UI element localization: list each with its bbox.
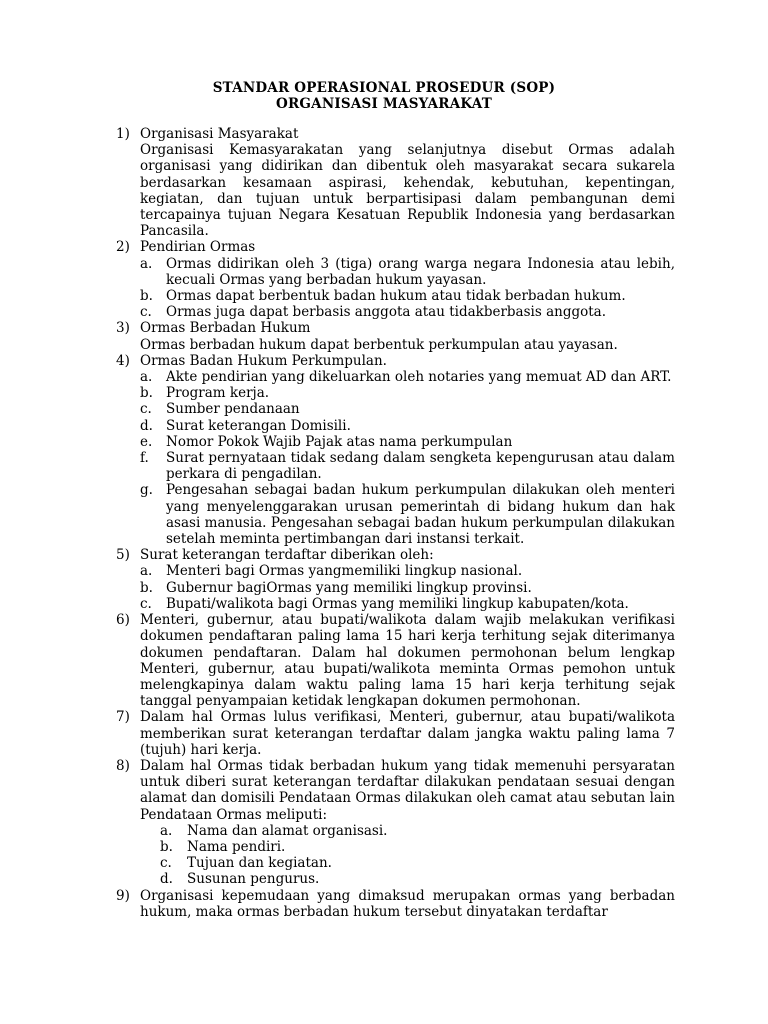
list-item <box>116 888 675 920</box>
list-item <box>116 612 675 709</box>
sub-item-text: Nama pendiri. <box>187 838 286 855</box>
sub-item <box>140 580 675 596</box>
sub-item <box>140 418 675 434</box>
list-item <box>116 547 675 612</box>
sub-item-letter: b. <box>140 579 153 596</box>
sub-item <box>140 385 675 401</box>
list-item <box>116 320 675 352</box>
item-number: 5) <box>116 547 130 564</box>
item-number: 2) <box>116 239 130 256</box>
sub-item <box>140 855 675 871</box>
item-number: 7) <box>116 709 130 726</box>
sub-item <box>140 401 675 417</box>
item-number: 6) <box>116 612 130 629</box>
sub-item <box>140 871 675 887</box>
item-heading: Organisasi Masyarakat <box>140 126 299 142</box>
sub-item-letter: a. <box>140 369 153 386</box>
sub-item-letter: d. <box>140 417 153 434</box>
item-paragraph: Dalam hal Ormas lulus verifikasi, Menteri, gubernur, atau bupati/walikota memberikan surat keterangan terdaftar dalam jangka waktu paling lama 7 (tujuh) hari kerja. <box>140 709 675 758</box>
sub-item <box>140 256 675 288</box>
sub-item-text: Ormas didirikan oleh 3 (tiga) orang warga negara Indonesia atau lebih, kecuali Ormas yang berbadan hukum yayasan. <box>166 255 675 288</box>
sub-item <box>140 563 675 579</box>
sub-item-letter: c. <box>140 304 152 321</box>
list-item <box>116 758 675 888</box>
item-heading: Pendirian Ormas <box>140 239 256 256</box>
sub-item-letter: c. <box>140 595 152 612</box>
sub-item-text: Nomor Pokok Wajib Pajak atas nama perkumpulan <box>166 433 513 450</box>
sub-item-letter: c. <box>160 855 172 872</box>
item-paragraph: Ormas berbadan hukum dapat berbentuk perkumpulan atau yayasan. <box>140 336 618 353</box>
sub-item-letter: a. <box>160 822 173 839</box>
sub-item-text: Surat keterangan Domisili. <box>166 417 351 434</box>
item-heading: Ormas Badan Hukum Perkumpulan. <box>140 352 387 369</box>
sub-item <box>140 450 675 482</box>
sub-item-text: Tujuan dan kegiatan. <box>187 855 332 872</box>
item-number: 9) <box>116 887 130 904</box>
sub-item-text: Akte pendirian yang dikeluarkan oleh notaries yang memuat AD dan ART. <box>166 369 672 386</box>
list-item <box>116 353 675 547</box>
document-body <box>116 126 675 920</box>
sub-item-letter: g. <box>140 482 153 499</box>
list-item <box>116 126 675 239</box>
sub-item-letter: c. <box>140 401 152 418</box>
sub-item-text: Pengesahan sebagai badan hukum perkumpulan dilakukan oleh menteri yang menyelenggarakan urusan pemerintah di bidang hukum dan hak asasi manusia. Pengesahan sebagai badan hukum perkumpulan dilakukan setelah meminta pertimbangan dari instansi terkait. <box>166 482 675 548</box>
item-heading: Surat keterangan terdaftar diberikan oleh: <box>140 547 434 564</box>
sub-item-letter: a. <box>140 255 153 272</box>
sub-item <box>140 839 675 855</box>
item-paragraph: Dalam hal Ormas tidak berbadan hukum yang tidak memenuhi persyaratan untuk diberi surat keterangan terdaftar dilakukan pendataan sesuai dengan alamat dan domisili Pendataan Ormas dilakukan oleh camat atau sebutan lain Pendataan Ormas meliputi: <box>140 757 675 823</box>
sub-item-text: Program kerja. <box>166 385 270 402</box>
sub-item <box>140 434 675 450</box>
item-number: 3) <box>116 320 130 337</box>
item-number: 4) <box>116 352 130 369</box>
item-number: 8) <box>116 757 130 774</box>
sub-item-text: Ormas juga dapat berbasis anggota atau tidakberbasis anggota. <box>166 304 606 321</box>
sub-item-letter: b. <box>160 838 173 855</box>
sub-item-text: Ormas dapat berbentuk badan hukum atau tidak berbadan hukum. <box>166 288 626 305</box>
sub-item <box>140 482 675 547</box>
sub-item-text: Susunan pengurus. <box>187 871 320 888</box>
item-paragraph: Organisasi kepemudaan yang dimaksud merupakan ormas yang berbadan hukum, maka ormas berbadan hukum tersebut dinyatakan terdaftar <box>140 887 675 920</box>
sub-item-text: Nama dan alamat organisasi. <box>187 822 388 839</box>
item-paragraph: Menteri, gubernur, atau bupati/walikota dalam wajib melakukan verifikasi dokumen pendaftaran paling lama 15 hari kerja terhitung sejak diterimanya dokumen pendaftaran. Dalam hal dokumen permohonan belum lengkap Menteri, gubernur, atau bupati/walikota meminta Ormas pemohon untuk melengkapinya dalam waktu paling lama 15 hari kerja terhitung sejak tanggal penyampaian ketidak lengkapan dokumen permohonan. <box>140 612 675 710</box>
item-heading: Ormas Berbadan Hukum <box>140 320 311 337</box>
sub-item <box>140 369 675 385</box>
sub-item <box>140 304 675 320</box>
sub-item-letter: e. <box>140 433 153 450</box>
sub-item-text: Bupati/walikota bagi Ormas yang memiliki lingkup kabupaten/kota. <box>166 595 629 612</box>
sub-item-letter: b. <box>140 288 153 305</box>
sub-item-text: Gubernur bagiOrmas yang memiliki lingkup provinsi. <box>166 579 532 596</box>
sub-item-letter: a. <box>140 563 153 580</box>
sub-item-text: Menteri bagi Ormas yangmemiliki lingkup nasional. <box>166 563 523 580</box>
sub-item-letter: f. <box>140 450 149 467</box>
sub-item <box>140 596 675 612</box>
sub-item-text: Surat pernyataan tidak sedang dalam sengketa kepengurusan atau dalam perkara di pengadilan. <box>166 450 675 483</box>
document-subtitle: ORGANISASI MASYARAKAT <box>276 96 492 112</box>
list-item <box>116 709 675 758</box>
item-number: 1) <box>116 126 130 142</box>
item-paragraph: Organisasi Kemasyarakatan yang selanjutnya disebut Ormas adalah organisasi yang didirikan dan dibentuk oleh masyarakat secara sukarela berdasarkan kesamaan aspirasi, kehendak, kebutuhan, kepentingan, kegiatan, dan tujuan untuk berpartisipasi dalam pembangunan demi tercapainya tujuan Negara Kesatuan Republik Indonesia yang berdasarkan Pancasila. <box>140 142 675 240</box>
sub-item-letter: d. <box>160 871 173 888</box>
sub-item <box>140 288 675 304</box>
document-title: STANDAR OPERASIONAL PROSEDUR (SOP) <box>212 80 556 96</box>
sub-item-text: Sumber pendanaan <box>166 401 300 418</box>
list-item <box>116 239 675 320</box>
sub-item <box>140 823 675 839</box>
sub-item-letter: b. <box>140 385 153 402</box>
